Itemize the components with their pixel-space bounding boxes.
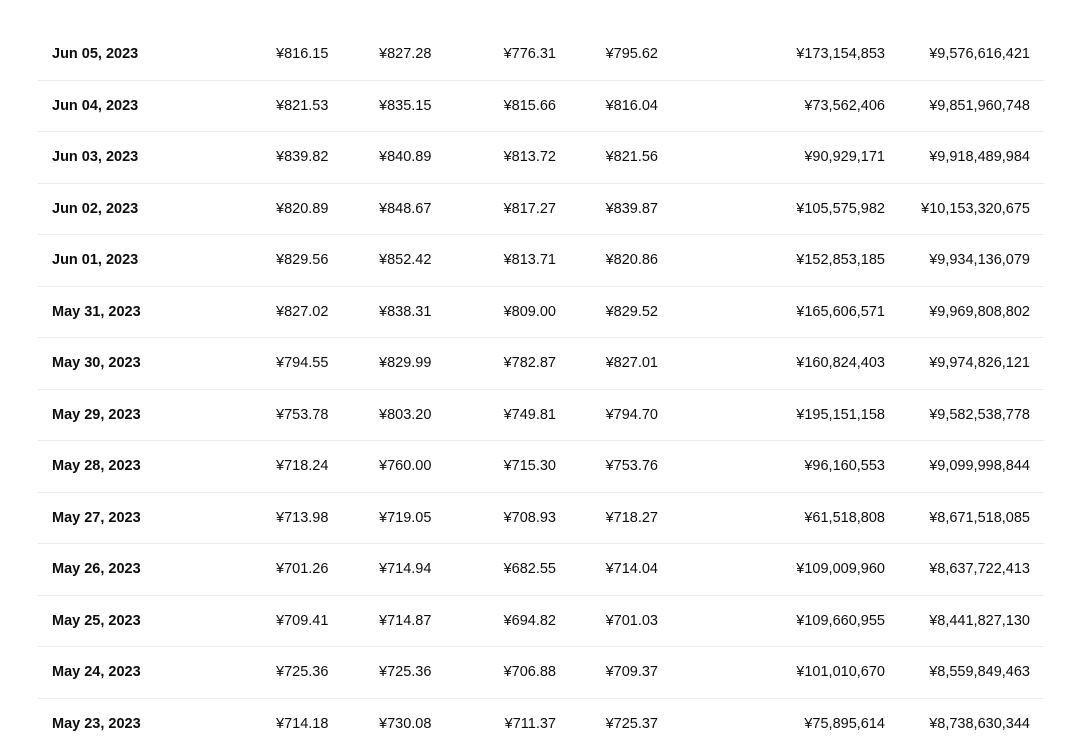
market-cap-cell: ¥8,441,827,130 <box>929 596 1030 647</box>
low-price-cell: ¥782.87 <box>504 338 556 389</box>
close-price-cell: ¥718.27 <box>606 493 658 544</box>
table-row <box>38 81 1044 133</box>
volume-cell: ¥61,518,808 <box>804 493 885 544</box>
date-cell: Jun 04, 2023 <box>52 81 138 132</box>
date-cell: May 26, 2023 <box>52 544 141 595</box>
high-price-cell: ¥835.15 <box>379 81 431 132</box>
open-price-cell: ¥839.82 <box>276 132 328 183</box>
volume-cell: ¥109,009,960 <box>796 544 885 595</box>
market-cap-cell: ¥9,099,998,844 <box>929 441 1030 492</box>
market-cap-cell: ¥8,559,849,463 <box>929 647 1030 698</box>
low-price-cell: ¥813.71 <box>504 235 556 286</box>
table-row <box>38 647 1044 699</box>
low-price-cell: ¥706.88 <box>504 647 556 698</box>
low-price-cell: ¥708.93 <box>504 493 556 544</box>
high-price-cell: ¥827.28 <box>379 29 431 80</box>
open-price-cell: ¥701.26 <box>276 544 328 595</box>
price-history-table <box>38 29 1044 750</box>
low-price-cell: ¥817.27 <box>504 184 556 235</box>
low-price-cell: ¥749.81 <box>504 390 556 441</box>
market-cap-cell: ¥9,576,616,421 <box>929 29 1030 80</box>
open-price-cell: ¥709.41 <box>276 596 328 647</box>
close-price-cell: ¥839.87 <box>606 184 658 235</box>
high-price-cell: ¥719.05 <box>379 493 431 544</box>
market-cap-cell: ¥10,153,320,675 <box>921 184 1030 235</box>
high-price-cell: ¥725.36 <box>379 647 431 698</box>
open-price-cell: ¥718.24 <box>276 441 328 492</box>
table-row <box>38 287 1044 339</box>
close-price-cell: ¥709.37 <box>606 647 658 698</box>
market-cap-cell: ¥9,934,136,079 <box>929 235 1030 286</box>
table-row <box>38 544 1044 596</box>
date-cell: May 25, 2023 <box>52 596 141 647</box>
date-cell: Jun 02, 2023 <box>52 184 138 235</box>
low-price-cell: ¥776.31 <box>504 29 556 80</box>
volume-cell: ¥165,606,571 <box>796 287 885 338</box>
market-cap-cell: ¥9,582,538,778 <box>929 390 1030 441</box>
low-price-cell: ¥711.37 <box>505 699 556 750</box>
volume-cell: ¥173,154,853 <box>796 29 885 80</box>
date-cell: May 24, 2023 <box>52 647 141 698</box>
table-row <box>38 184 1044 236</box>
open-price-cell: ¥827.02 <box>276 287 328 338</box>
close-price-cell: ¥725.37 <box>606 699 658 750</box>
open-price-cell: ¥753.78 <box>276 390 328 441</box>
volume-cell: ¥101,010,670 <box>796 647 885 698</box>
date-cell: May 27, 2023 <box>52 493 141 544</box>
high-price-cell: ¥848.67 <box>379 184 431 235</box>
table-row <box>38 596 1044 648</box>
table-row <box>38 235 1044 287</box>
open-price-cell: ¥713.98 <box>276 493 328 544</box>
close-price-cell: ¥827.01 <box>606 338 658 389</box>
table-row <box>38 441 1044 493</box>
volume-cell: ¥109,660,955 <box>796 596 885 647</box>
table-row <box>38 699 1044 750</box>
market-cap-cell: ¥9,851,960,748 <box>929 81 1030 132</box>
high-price-cell: ¥829.99 <box>379 338 431 389</box>
high-price-cell: ¥714.87 <box>379 596 431 647</box>
date-cell: May 31, 2023 <box>52 287 141 338</box>
high-price-cell: ¥760.00 <box>379 441 431 492</box>
low-price-cell: ¥694.82 <box>504 596 556 647</box>
volume-cell: ¥73,562,406 <box>804 81 885 132</box>
date-cell: Jun 03, 2023 <box>52 132 138 183</box>
date-cell: May 29, 2023 <box>52 390 141 441</box>
volume-cell: ¥75,895,614 <box>804 699 885 750</box>
low-price-cell: ¥715.30 <box>504 441 556 492</box>
open-price-cell: ¥725.36 <box>276 647 328 698</box>
market-cap-cell: ¥9,918,489,984 <box>929 132 1030 183</box>
low-price-cell: ¥813.72 <box>504 132 556 183</box>
close-price-cell: ¥821.56 <box>606 132 658 183</box>
market-cap-cell: ¥8,738,630,344 <box>929 699 1030 750</box>
market-cap-cell: ¥8,637,722,413 <box>929 544 1030 595</box>
date-cell: May 28, 2023 <box>52 441 141 492</box>
volume-cell: ¥152,853,185 <box>796 235 885 286</box>
date-cell: Jun 01, 2023 <box>52 235 138 286</box>
volume-cell: ¥105,575,982 <box>796 184 885 235</box>
table-row <box>38 29 1044 81</box>
low-price-cell: ¥682.55 <box>504 544 556 595</box>
high-price-cell: ¥840.89 <box>379 132 431 183</box>
volume-cell: ¥90,929,171 <box>804 132 885 183</box>
close-price-cell: ¥820.86 <box>606 235 658 286</box>
close-price-cell: ¥714.04 <box>606 544 658 595</box>
close-price-cell: ¥795.62 <box>606 29 658 80</box>
market-cap-cell: ¥8,671,518,085 <box>929 493 1030 544</box>
open-price-cell: ¥829.56 <box>276 235 328 286</box>
high-price-cell: ¥852.42 <box>379 235 431 286</box>
table-row <box>38 132 1044 184</box>
high-price-cell: ¥803.20 <box>379 390 431 441</box>
table-row <box>38 338 1044 390</box>
close-price-cell: ¥829.52 <box>606 287 658 338</box>
high-price-cell: ¥730.08 <box>379 699 431 750</box>
open-price-cell: ¥714.18 <box>276 699 328 750</box>
table-row <box>38 493 1044 545</box>
market-cap-cell: ¥9,969,808,802 <box>929 287 1030 338</box>
low-price-cell: ¥815.66 <box>504 81 556 132</box>
close-price-cell: ¥701.03 <box>606 596 658 647</box>
close-price-cell: ¥753.76 <box>606 441 658 492</box>
open-price-cell: ¥821.53 <box>276 81 328 132</box>
date-cell: May 30, 2023 <box>52 338 141 389</box>
volume-cell: ¥160,824,403 <box>796 338 885 389</box>
open-price-cell: ¥794.55 <box>276 338 328 389</box>
volume-cell: ¥195,151,158 <box>796 390 885 441</box>
low-price-cell: ¥809.00 <box>504 287 556 338</box>
open-price-cell: ¥816.15 <box>276 29 328 80</box>
close-price-cell: ¥816.04 <box>606 81 658 132</box>
close-price-cell: ¥794.70 <box>606 390 658 441</box>
date-cell: May 23, 2023 <box>52 699 141 750</box>
high-price-cell: ¥714.94 <box>379 544 431 595</box>
market-cap-cell: ¥9,974,826,121 <box>929 338 1030 389</box>
table-row <box>38 390 1044 442</box>
date-cell: Jun 05, 2023 <box>52 29 138 80</box>
open-price-cell: ¥820.89 <box>276 184 328 235</box>
high-price-cell: ¥838.31 <box>379 287 431 338</box>
volume-cell: ¥96,160,553 <box>804 441 885 492</box>
